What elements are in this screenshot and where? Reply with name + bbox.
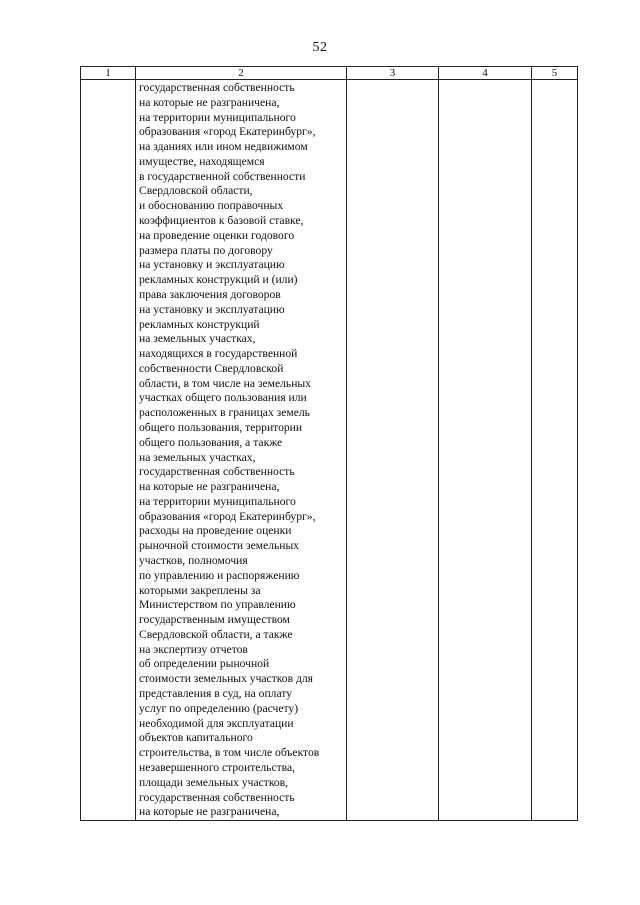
column-header-2: 2	[238, 67, 244, 79]
text-line: незавершенного строительства,	[139, 760, 296, 774]
text-line: расположенных в границах земель	[139, 406, 310, 420]
column-header-1: 1	[105, 67, 111, 79]
text-line: рекламных конструкций и (или)	[139, 273, 298, 287]
text-line: на земельных участках,	[139, 450, 256, 464]
text-line: на установку и эксплуатацию	[139, 302, 285, 316]
column-header-4: 4	[482, 67, 488, 79]
text-line: и обоснованию поправочных	[139, 199, 284, 213]
text-line: находящихся в государственной	[139, 347, 298, 361]
column-header-5: 5	[551, 67, 558, 79]
text-line: стоимости земельных участков для	[139, 672, 313, 686]
text-line: необходимой для эксплуатации	[139, 716, 294, 730]
budget-table	[80, 66, 578, 821]
text-line: объектов капитального	[139, 731, 253, 745]
text-line: на которые не разграничена,	[139, 805, 280, 819]
text-line: рыночной стоимости земельных	[139, 539, 300, 553]
text-line: об определении рыночной	[139, 657, 270, 671]
page-number: 52	[312, 40, 328, 55]
text-line: на экспертизу отчетов	[139, 642, 248, 656]
text-line: государственным имуществом	[139, 613, 290, 627]
text-line: собственности Свердловской	[139, 361, 284, 375]
column-divider	[531, 67, 532, 820]
text-line: рекламных конструкций	[139, 317, 260, 331]
text-line: на проведение оценки годового	[139, 228, 295, 242]
text-line: Министерством по управлению	[139, 598, 296, 612]
text-line: общего пользования, территории	[139, 420, 303, 434]
text-line: расходы на проведение оценки	[139, 524, 292, 538]
text-line: услуг по определению (расчету)	[139, 701, 299, 715]
text-line: на земельных участках,	[139, 332, 256, 346]
text-line: по управлению и распоряжению	[139, 568, 300, 582]
text-line: размера платы по договору	[139, 243, 273, 257]
column-header-3: 3	[389, 67, 396, 79]
text-line: государственная собственность	[139, 81, 295, 94]
text-line: образования «город Екатеринбург»,	[139, 125, 316, 139]
text-line: государственная собственность	[139, 790, 295, 804]
text-line: на которые не разграничена,	[139, 95, 280, 109]
text-line: образования «город Екатеринбург»,	[139, 509, 316, 523]
text-line: области, в том числе на земельных	[139, 376, 311, 390]
column-divider	[438, 67, 439, 820]
text-line: на территории муниципального	[139, 110, 296, 124]
text-line: в государственной собственности	[139, 169, 306, 183]
text-line: коэффициентов к базовой ставке,	[139, 214, 304, 228]
header-divider	[81, 79, 577, 80]
text-line: на которые не разграничена,	[139, 480, 280, 494]
text-line: которыми закреплены за	[139, 583, 261, 597]
text-line: на установку и эксплуатацию	[139, 258, 285, 272]
text-line: государственная собственность	[139, 465, 295, 479]
text-line: участков, полномочия	[139, 554, 248, 567]
text-line: имуществе, находящемся	[139, 154, 265, 168]
text-line: площади земельных участков,	[139, 775, 289, 789]
text-line: представления в суд, на оплату	[139, 687, 293, 701]
text-line: Свердловской области,	[139, 184, 253, 198]
column-divider	[135, 67, 136, 820]
text-line: участках общего пользования или	[139, 391, 307, 405]
text-line: на территории муниципального	[139, 494, 296, 508]
text-line: права заключения договоров	[139, 287, 281, 301]
text-line: общего пользования, а также	[139, 435, 283, 449]
text-line: строительства, в том числе объектов	[139, 746, 320, 760]
text-line: на зданиях или ином недвижимом	[139, 140, 308, 154]
text-line: Свердловской области, а также	[139, 627, 293, 641]
column-2-cell-text	[139, 81, 349, 820]
